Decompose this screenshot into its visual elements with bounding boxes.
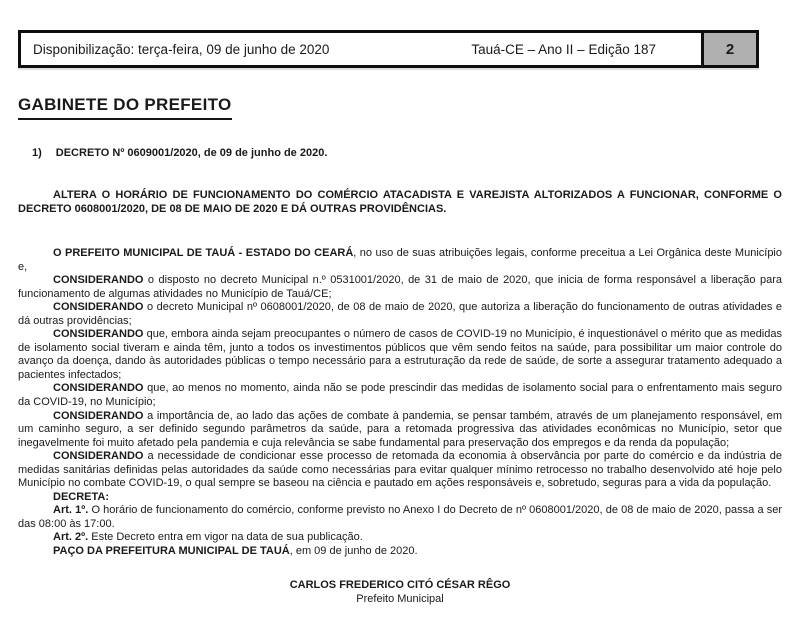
decree-paragraph-paco: PAÇO DA PREFEITURA MUNICIPAL DE TAUÁ, em 09 de junho de 2020. [53,545,418,558]
decree-body [18,247,782,559]
signature-block [0,578,800,606]
decree-item-line [32,147,327,159]
decree-paragraph: O PREFEITO MUNICIPAL DE TAUÁ - ESTADO DO CEARÁ, no uso de suas atribuições legais, conforme preceitua a Lei Orgânica deste Município e, [18,247,782,273]
decree-title: DECRETO Nº 0609001/2020, de 09 de junho de 2020. [55,147,328,159]
decree-item-number: 1) [32,147,42,159]
signatory-role: Prefeito Municipal [356,593,444,605]
edition-info: Tauá-CE – Ano II – Edição 187 [471,41,656,57]
publication-date: Disponibilização: terça-feira, 09 de junho de 2020 [33,41,330,57]
section-title: GABINETE DO PREFEITO [18,95,232,120]
decree-paragraph: CONSIDERANDO a importância de, ao lado das ações de combate à pandemia, se pensar também, através de um planejamento responsável, em um caminho seguro, a ser definido segundo parâmetros da saúde, para a retomada progressiva das atividades econômicas no Município, setor que inegavelmente foi muito afetado pela pandemia e cuja relevância se sabe fundamental para preservação dos empregos e da renda da população; [18,409,782,449]
signatory-name: CARLOS FREDERICO CITÓ CÉSAR RÊGO [289,579,511,591]
decree-paragraph-art2: Art. 2º. Este Decreto entra em vigor na data de sua publicação. [53,531,363,544]
decree-ementa: ALTERA O HORÁRIO DE FUNCIONAMENTO DO COMÉRCIO ATACADISTA E VAREJISTA ALTORIZADOS A FUNCIONAR, CONFORME O DECRETO 0608001/2020, DE 08 DE MAIO DE 2020 E DÁ OUTRAS PROVIDÊNCIAS. [18,189,782,215]
decree-paragraph: CONSIDERANDO o decreto Municipal nº 0608001/2020, de 08 de maio de 2020, que autoriza a liberação do funcionamento de outras atividades e dá outras providências; [18,301,782,327]
page-number-badge: 2 [701,33,756,65]
decree-paragraph: CONSIDERANDO a necessidade de condicionar esse processo de retomada da economia à observância por parte do comércio e da indústria de medidas sanitárias definidas pelas autoridades da saúde como necessárias para evitar qualquer mínimo retrocesso no trabalho desenvolvido até hoje pelo Município no combate COVID-19, o qual sempre se baseou na ciência e pautado em ações responsáveis e, sobretudo, seguras para a vida da população. [18,450,782,490]
decree-paragraph-decreta: DECRETA: [53,490,110,503]
decree-paragraph: CONSIDERANDO que, embora ainda sejam preocupantes o número de casos de COVID-19 no Município, é inquestionável o mérito que as medidas de isolamento social tiveram e ainda têm, junto a todos os investimentos públicos que vêm sendo feitos na saúde, para possibilitar um maior controle do avanço da doença, dando às autoridades públicas o tempo necessário para a estruturação da rede de saúde, de sorte a assegurar tratamento adequado a pacientes infectados; [18,328,782,381]
gazette-masthead [18,30,759,68]
decree-paragraph: CONSIDERANDO que, ao menos no momento, ainda não se pode prescindir das medidas de isolamento social para o enfrentamento mais seguro da COVID-19, no Município; [18,382,782,409]
decree-paragraph: CONSIDERANDO o disposto no decreto Municipal n.º 0531001/2020, de 31 de maio de 2020, que inicia de forma responsável a liberação para funcionamento de algumas atividades no Município de Tauá/CE; [18,274,782,300]
decree-paragraph-art1: Art. 1º. O horário de funcionamento do comércio, conforme previsto no Anexo I do Decreto de nº 0608001/2020, de 08 de maio de 2020, passa a ser das 08:00 às 17:00. [18,504,782,530]
